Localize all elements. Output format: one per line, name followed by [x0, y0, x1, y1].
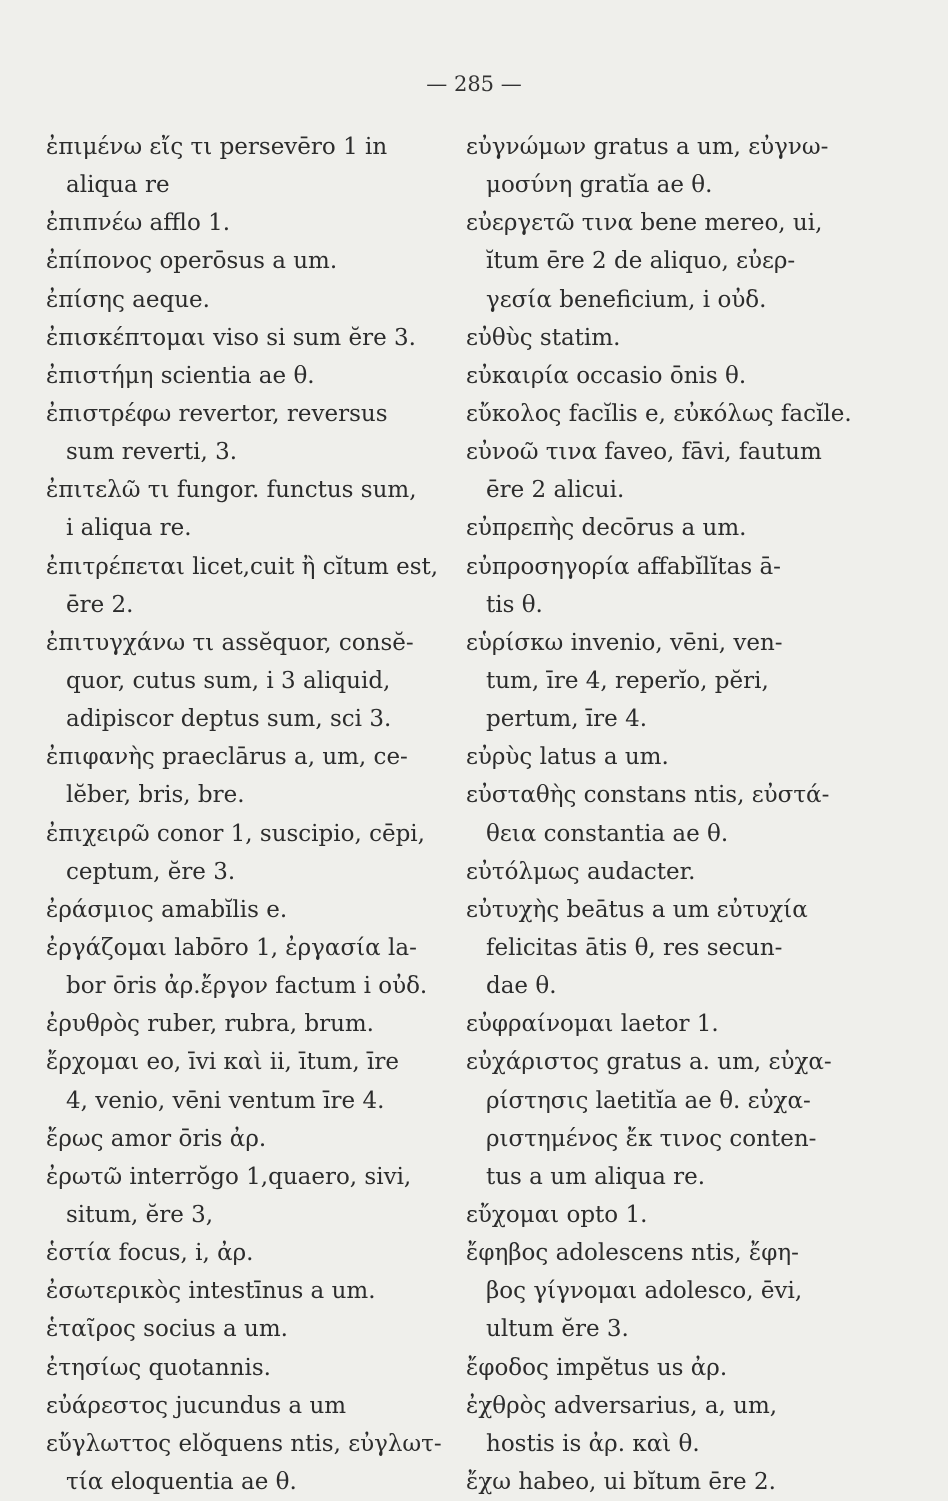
entry-headword-line: ἔρως amor ōris ἀρ.: [46, 1125, 267, 1152]
entry-headword-line: ἐσωτερικὸς intestīnus a um.: [46, 1278, 376, 1305]
entry-headword-line: εὐθὺς statim.: [466, 324, 621, 351]
right-column: [466, 128, 860, 1501]
entry-headword-line: ἐτησίως quotannis.: [46, 1354, 271, 1381]
entry-continuation-line: βος γίγνομαι adolesco, ēvi,: [486, 1278, 803, 1305]
entry-headword-line: εὔκολος facĭlis e, εὐκόλως facĭle.: [466, 400, 852, 427]
entry-continuation-line: ēre 2.: [66, 591, 134, 618]
entry-headword-line: ἐχθρὸς adversarius, a, um,: [466, 1392, 778, 1419]
entry-headword-line: ἔφοδος impĕtus us ἀρ.: [466, 1354, 728, 1381]
entry-continuation-line: i aliqua re.: [66, 515, 192, 542]
entry-headword-line: ἐπιτυγχάνω τι assĕquor, consĕ-: [46, 629, 414, 656]
entry-headword-line: εὐτόλμως audacter.: [466, 858, 696, 885]
entry-headword-line: εὐρὺς latus a um.: [466, 744, 669, 771]
entry-continuation-line: felicitas ātis θ, res secun-: [486, 934, 783, 961]
entry-headword-line: ἑταῖρος socius a um.: [46, 1316, 288, 1343]
entry-headword-line: εὐτυχὴς beātus a um εὐτυχία: [466, 896, 808, 923]
entry-headword-line: ἔρχομαι eo, īvi καὶ ii, ītum, īre: [46, 1049, 399, 1076]
entry-continuation-line: θεια constantia ae θ.: [486, 820, 729, 847]
entry-headword-line: εὔχομαι opto 1.: [466, 1201, 648, 1228]
entry-continuation-line: adipiscor deptus sum, sci 3.: [66, 706, 392, 733]
entry-headword-line: εὐγνώμων gratus a um, εὐγνω-: [466, 134, 829, 160]
page-number: — 285 —: [426, 72, 522, 96]
entry-headword-line: εὐνοῶ τινα faveo, fāvi, fautum: [466, 439, 822, 466]
entry-headword-line: ἐπίπονος operōsus a um.: [46, 248, 338, 275]
entry-continuation-line: tum, īre 4, reperĭo, pĕri,: [486, 667, 769, 694]
entry-headword-line: ἐπιστήμη scientia ae θ.: [46, 362, 315, 389]
entry-headword-line: ἐπιτρέπεται licet,cuit ἢ cĭtum est,: [46, 553, 439, 580]
entry-headword-line: ἐργάζομαι labōro 1, ἐργασία la-: [46, 934, 417, 961]
entry-continuation-line: dae θ.: [486, 973, 557, 1000]
left-column: [46, 128, 442, 1501]
entry-headword-line: ἐπιχειρῶ conor 1, suscipio, cēpi,: [46, 820, 425, 847]
entry-headword-line: εὐεργετῶ τινα bene mereo, ui,: [466, 210, 823, 237]
entry-continuation-line: quor, cutus sum, i 3 aliquid,: [66, 667, 391, 694]
entry-continuation-line: ĭtum ēre 2 de aliquo, εὐερ-: [486, 248, 796, 275]
entry-continuation-line: sum reverti, 3.: [66, 439, 238, 466]
entry-headword-line: ἐπιτελῶ τι fungor. functus sum,: [46, 477, 417, 504]
entry-headword-line: ἔχω habeo, ui bĭtum ēre 2.: [466, 1468, 776, 1495]
entry-continuation-line: aliqua re: [66, 172, 170, 199]
entry-headword-line: ἑστία focus, i, ἀρ.: [46, 1240, 254, 1267]
entry-headword-line: εὑρίσκω invenio, vēni, ven-: [466, 629, 783, 656]
entry-continuation-line: bor ōris ἀρ.ἔργον factum i οὐδ.: [66, 973, 428, 1000]
entry-continuation-line: pertum, īre 4.: [486, 706, 648, 733]
entry-headword-line: ἐρωτῶ interrŏgo 1,quaero, sivi,: [46, 1163, 412, 1190]
entry-headword-line: ἐρυθρὸς ruber, rubra, brum.: [46, 1011, 374, 1038]
entry-continuation-line: hostis is ἀρ. καὶ θ.: [486, 1430, 700, 1457]
entry-continuation-line: ultum ĕre 3.: [486, 1316, 629, 1343]
entry-headword-line: ἐπιστρέφω revertor, reversus: [46, 400, 388, 427]
entry-continuation-line: μοσύνη gratĭa ae θ.: [486, 172, 713, 199]
entry-headword-line: εὐπροσηγορία affabĭlĭtas ā-: [466, 553, 781, 580]
entry-continuation-line: ēre 2 alicui.: [486, 477, 625, 504]
entry-headword-line: ἐράσμιος amabĭlis e.: [46, 896, 288, 923]
entry-headword-line: εὐπρεπὴς decōrus a um.: [466, 515, 747, 542]
entry-headword-line: ἔφηβος adolescens ntis, ἔφη-: [466, 1240, 799, 1267]
entry-continuation-line: situm, ĕre 3,: [66, 1201, 214, 1228]
entry-headword-line: εὐάρεστος jucundus a um: [46, 1392, 347, 1419]
entry-continuation-line: tis θ.: [486, 591, 543, 618]
entry-headword-line: εὐκαιρία occasio ōnis θ.: [466, 362, 747, 389]
entry-headword-line: ἐπίσης aeque.: [46, 286, 210, 313]
entry-continuation-line: γεσία beneficium, i οὐδ.: [486, 286, 767, 313]
entry-headword-line: ἐπιπνέω afflo 1.: [46, 210, 231, 237]
entry-continuation-line: τία eloquentia ae θ.: [66, 1468, 297, 1495]
entry-headword-line: εὐσταθὴς constans ntis, εὐστά-: [466, 782, 830, 809]
entry-continuation-line: ρίστησις laetitĭa ae θ. εὐχα-: [486, 1087, 811, 1114]
entry-continuation-line: ceptum, ĕre 3.: [66, 858, 236, 885]
entry-continuation-line: tus a um aliqua re.: [486, 1163, 706, 1190]
entry-headword-line: εὔγλωττος elŏquens ntis, εὐγλωτ-: [46, 1430, 442, 1457]
entry-headword-line: εὐχάριστος gratus a. um, εὐχα-: [466, 1049, 832, 1076]
entry-continuation-line: lĕber, bris, bre.: [66, 782, 245, 809]
entry-headword-line: ἐπιμένω εἴς τι persevēro 1 in: [46, 134, 388, 160]
entry-headword-line: ἐπιφανὴς praeclārus a, um, ce-: [46, 744, 408, 771]
entry-continuation-line: 4, venio, vēni ventum īre 4.: [66, 1087, 385, 1114]
entry-headword-line: ἐπισκέπτομαι viso si sum ĕre 3.: [46, 324, 416, 351]
entry-continuation-line: ριστημένος ἔκ τινος conten-: [486, 1125, 817, 1152]
entry-headword-line: εὐφραίνομαι laetor 1.: [466, 1011, 719, 1038]
